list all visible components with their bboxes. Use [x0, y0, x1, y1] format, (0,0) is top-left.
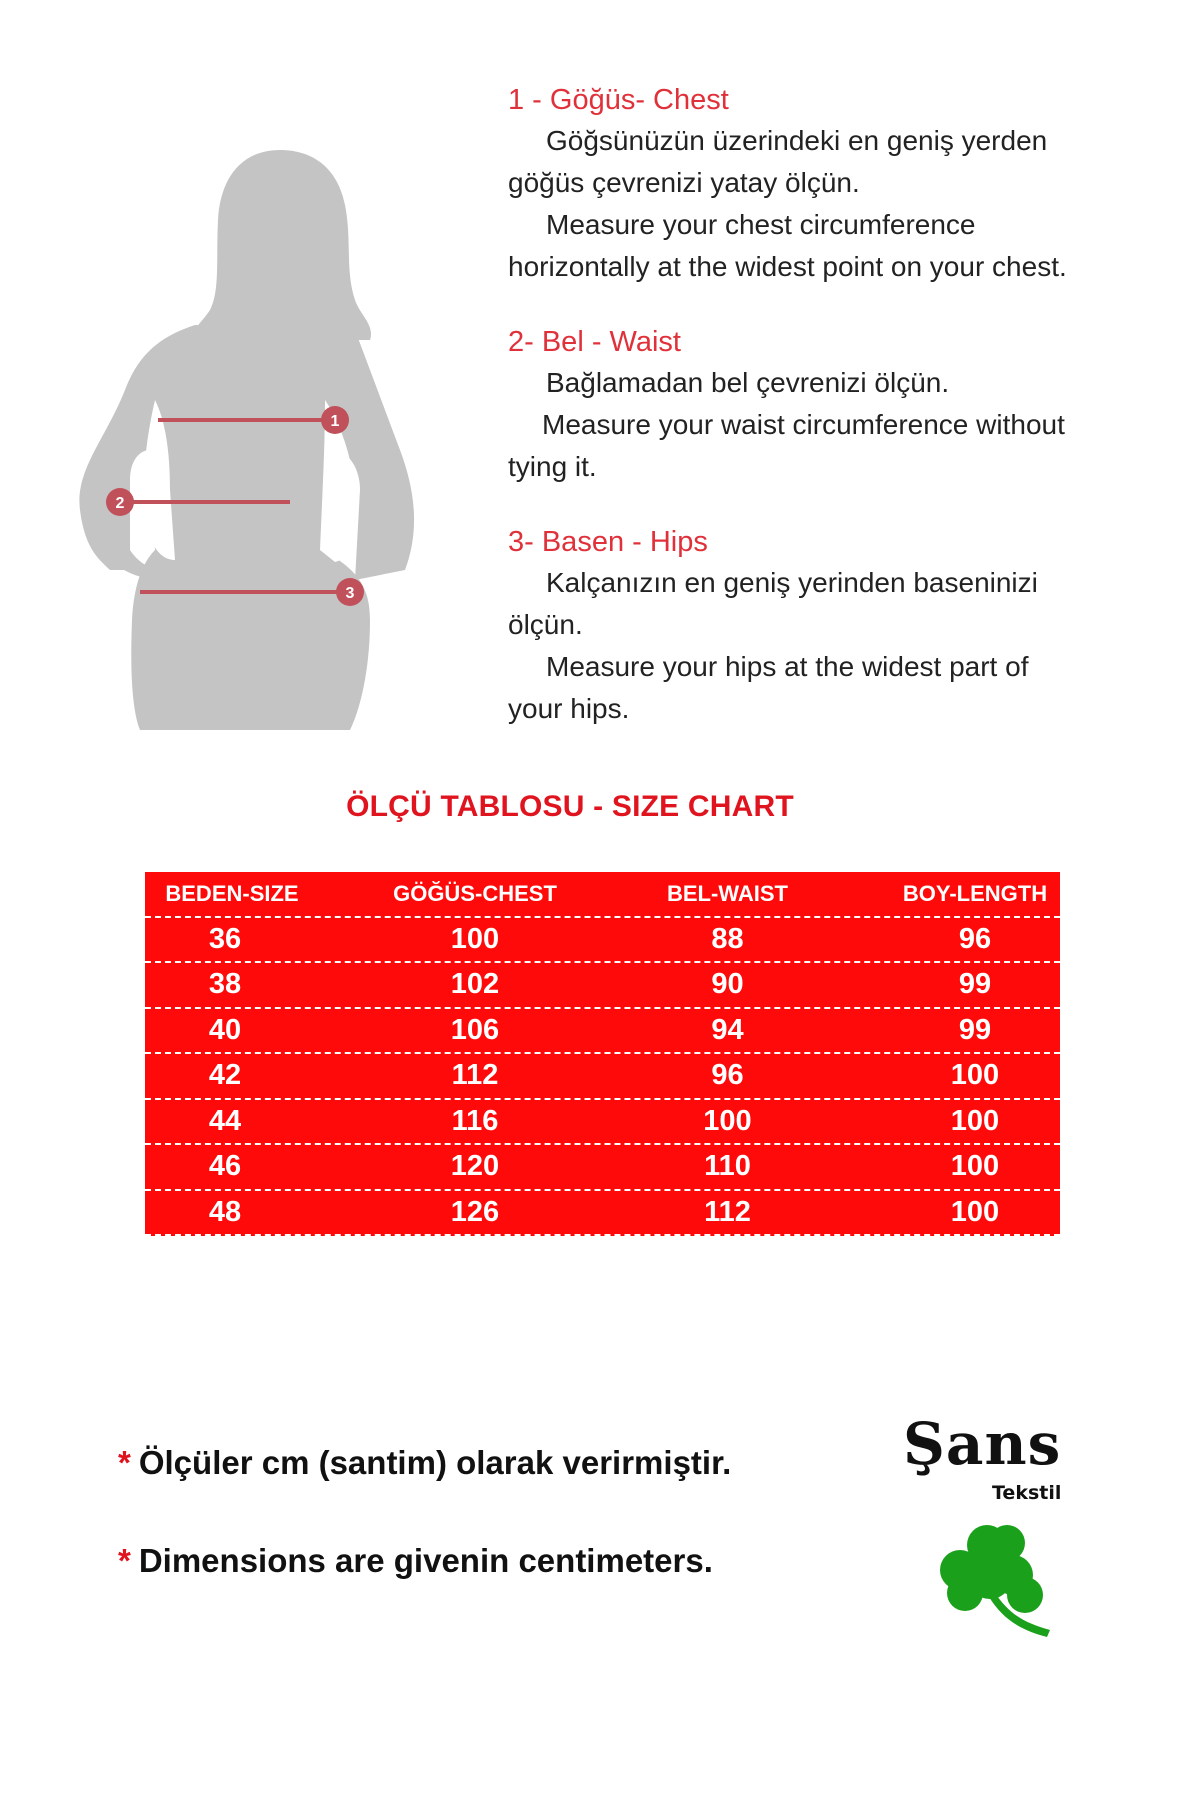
waist-cell: 94	[711, 1013, 744, 1046]
size-chart-title: ÖLÇÜ TABLOSU - SIZE CHART	[346, 790, 794, 823]
table-row	[145, 963, 1060, 1009]
size-cell: 48	[208, 1195, 242, 1228]
measurement-instructions	[508, 80, 1168, 764]
size-cell: 36	[208, 922, 242, 955]
chest-line-en-2: horizontally at the widest point on your chest.	[508, 251, 1067, 282]
marker-2	[106, 488, 134, 516]
hips-line-tr-2: ölçün.	[508, 609, 583, 640]
logo-subtitle: Tekstil	[992, 1482, 1062, 1504]
waist-cell: 90	[711, 968, 744, 1001]
asterisk-marker: *	[118, 1542, 131, 1579]
chest-cell: 102	[450, 968, 500, 1001]
length-cell: 100	[950, 1059, 1000, 1092]
waist-cell: 110	[704, 1150, 751, 1183]
asterisk-marker: *	[118, 1444, 131, 1481]
length-cell: 100	[950, 1195, 1000, 1228]
body-measurement-diagram	[70, 150, 490, 730]
table-row	[145, 1100, 1060, 1146]
size-cell: 38	[208, 968, 242, 1001]
marker-3	[336, 578, 364, 606]
chest-line-tr-2: göğüs çevrenizi yatay ölçün.	[508, 167, 860, 198]
hips-line-en-1: Measure your hips at the widest part of	[546, 651, 1029, 682]
waist-cell: 112	[704, 1195, 751, 1228]
table-row	[145, 1009, 1060, 1055]
hips-instruction	[508, 522, 1168, 730]
length-cell: 96	[958, 922, 992, 955]
chest-cell: 120	[450, 1150, 500, 1183]
chest-cell: 126	[450, 1195, 500, 1228]
table-row	[145, 1145, 1060, 1191]
waist-line-en-1: Measure your waist circumference without	[542, 409, 1065, 440]
table-header-row	[145, 872, 1060, 918]
note-units-en	[118, 1538, 731, 1584]
logo-name: Şans	[903, 1410, 1062, 1478]
length-cell: 100	[950, 1150, 1000, 1183]
svg-text:2: 2	[115, 495, 125, 512]
waist-instruction	[508, 322, 1168, 488]
waist-title: 2- Bel - Waist	[508, 326, 681, 358]
hips-title: 3- Basen - Hips	[508, 526, 708, 558]
chest-cell: 116	[451, 1104, 499, 1137]
note-text-tr: Ölçüler cm (santim) olarak verirmiştir.	[138, 1444, 732, 1481]
table-row	[145, 918, 1060, 964]
length-cell: 100	[950, 1104, 1000, 1137]
table-row	[145, 1054, 1060, 1100]
note-units-tr	[118, 1440, 731, 1486]
waist-cell: 88	[711, 922, 744, 955]
size-table	[145, 872, 1060, 1236]
waist-line-tr-1: Bağlamadan bel çevrenizi ölçün.	[546, 367, 950, 398]
size-cell: 42	[208, 1059, 242, 1092]
header-size: BEDEN-SIZE	[165, 880, 299, 906]
notes	[118, 1440, 731, 1636]
hips-line-tr-1: Kalçanızın en geniş yerinden baseninizi	[546, 567, 1038, 598]
header-chest: GÖĞÜS-CHEST	[393, 880, 557, 906]
marker-1	[321, 406, 349, 434]
note-text-en: Dimensions are givenin centimeters.	[138, 1542, 713, 1579]
length-cell: 99	[958, 968, 992, 1001]
waist-cell: 100	[703, 1104, 752, 1137]
chest-cell: 106	[450, 1013, 500, 1046]
length-cell: 99	[958, 1013, 992, 1046]
chest-line-en-1: Measure your chest circumference	[546, 209, 976, 240]
chest-cell: 100	[450, 922, 500, 955]
hips-line-en-2: your hips.	[508, 693, 630, 724]
header-length: BOY-LENGTH	[902, 880, 1048, 906]
waist-line-en-2: tying it.	[508, 451, 597, 482]
svg-text:3: 3	[345, 585, 355, 602]
header-waist: BEL-WAIST	[667, 880, 788, 906]
size-cell: 44	[208, 1104, 242, 1137]
chest-cell: 112	[451, 1059, 499, 1092]
chest-title: 1 - Göğüs- Chest	[508, 84, 729, 116]
table-row	[145, 1191, 1060, 1237]
size-cell: 40	[208, 1013, 242, 1046]
size-cell: 46	[208, 1150, 242, 1183]
waist-cell: 96	[711, 1059, 744, 1092]
chest-instruction	[508, 80, 1168, 288]
svg-text:1: 1	[330, 413, 340, 430]
brand-logo	[895, 1410, 1095, 1640]
chest-line-tr-1: Göğsünüzün üzerindeki en geniş yerden	[546, 125, 1048, 156]
silhouette-illustration	[70, 150, 490, 730]
clover-icon	[925, 1515, 1065, 1640]
